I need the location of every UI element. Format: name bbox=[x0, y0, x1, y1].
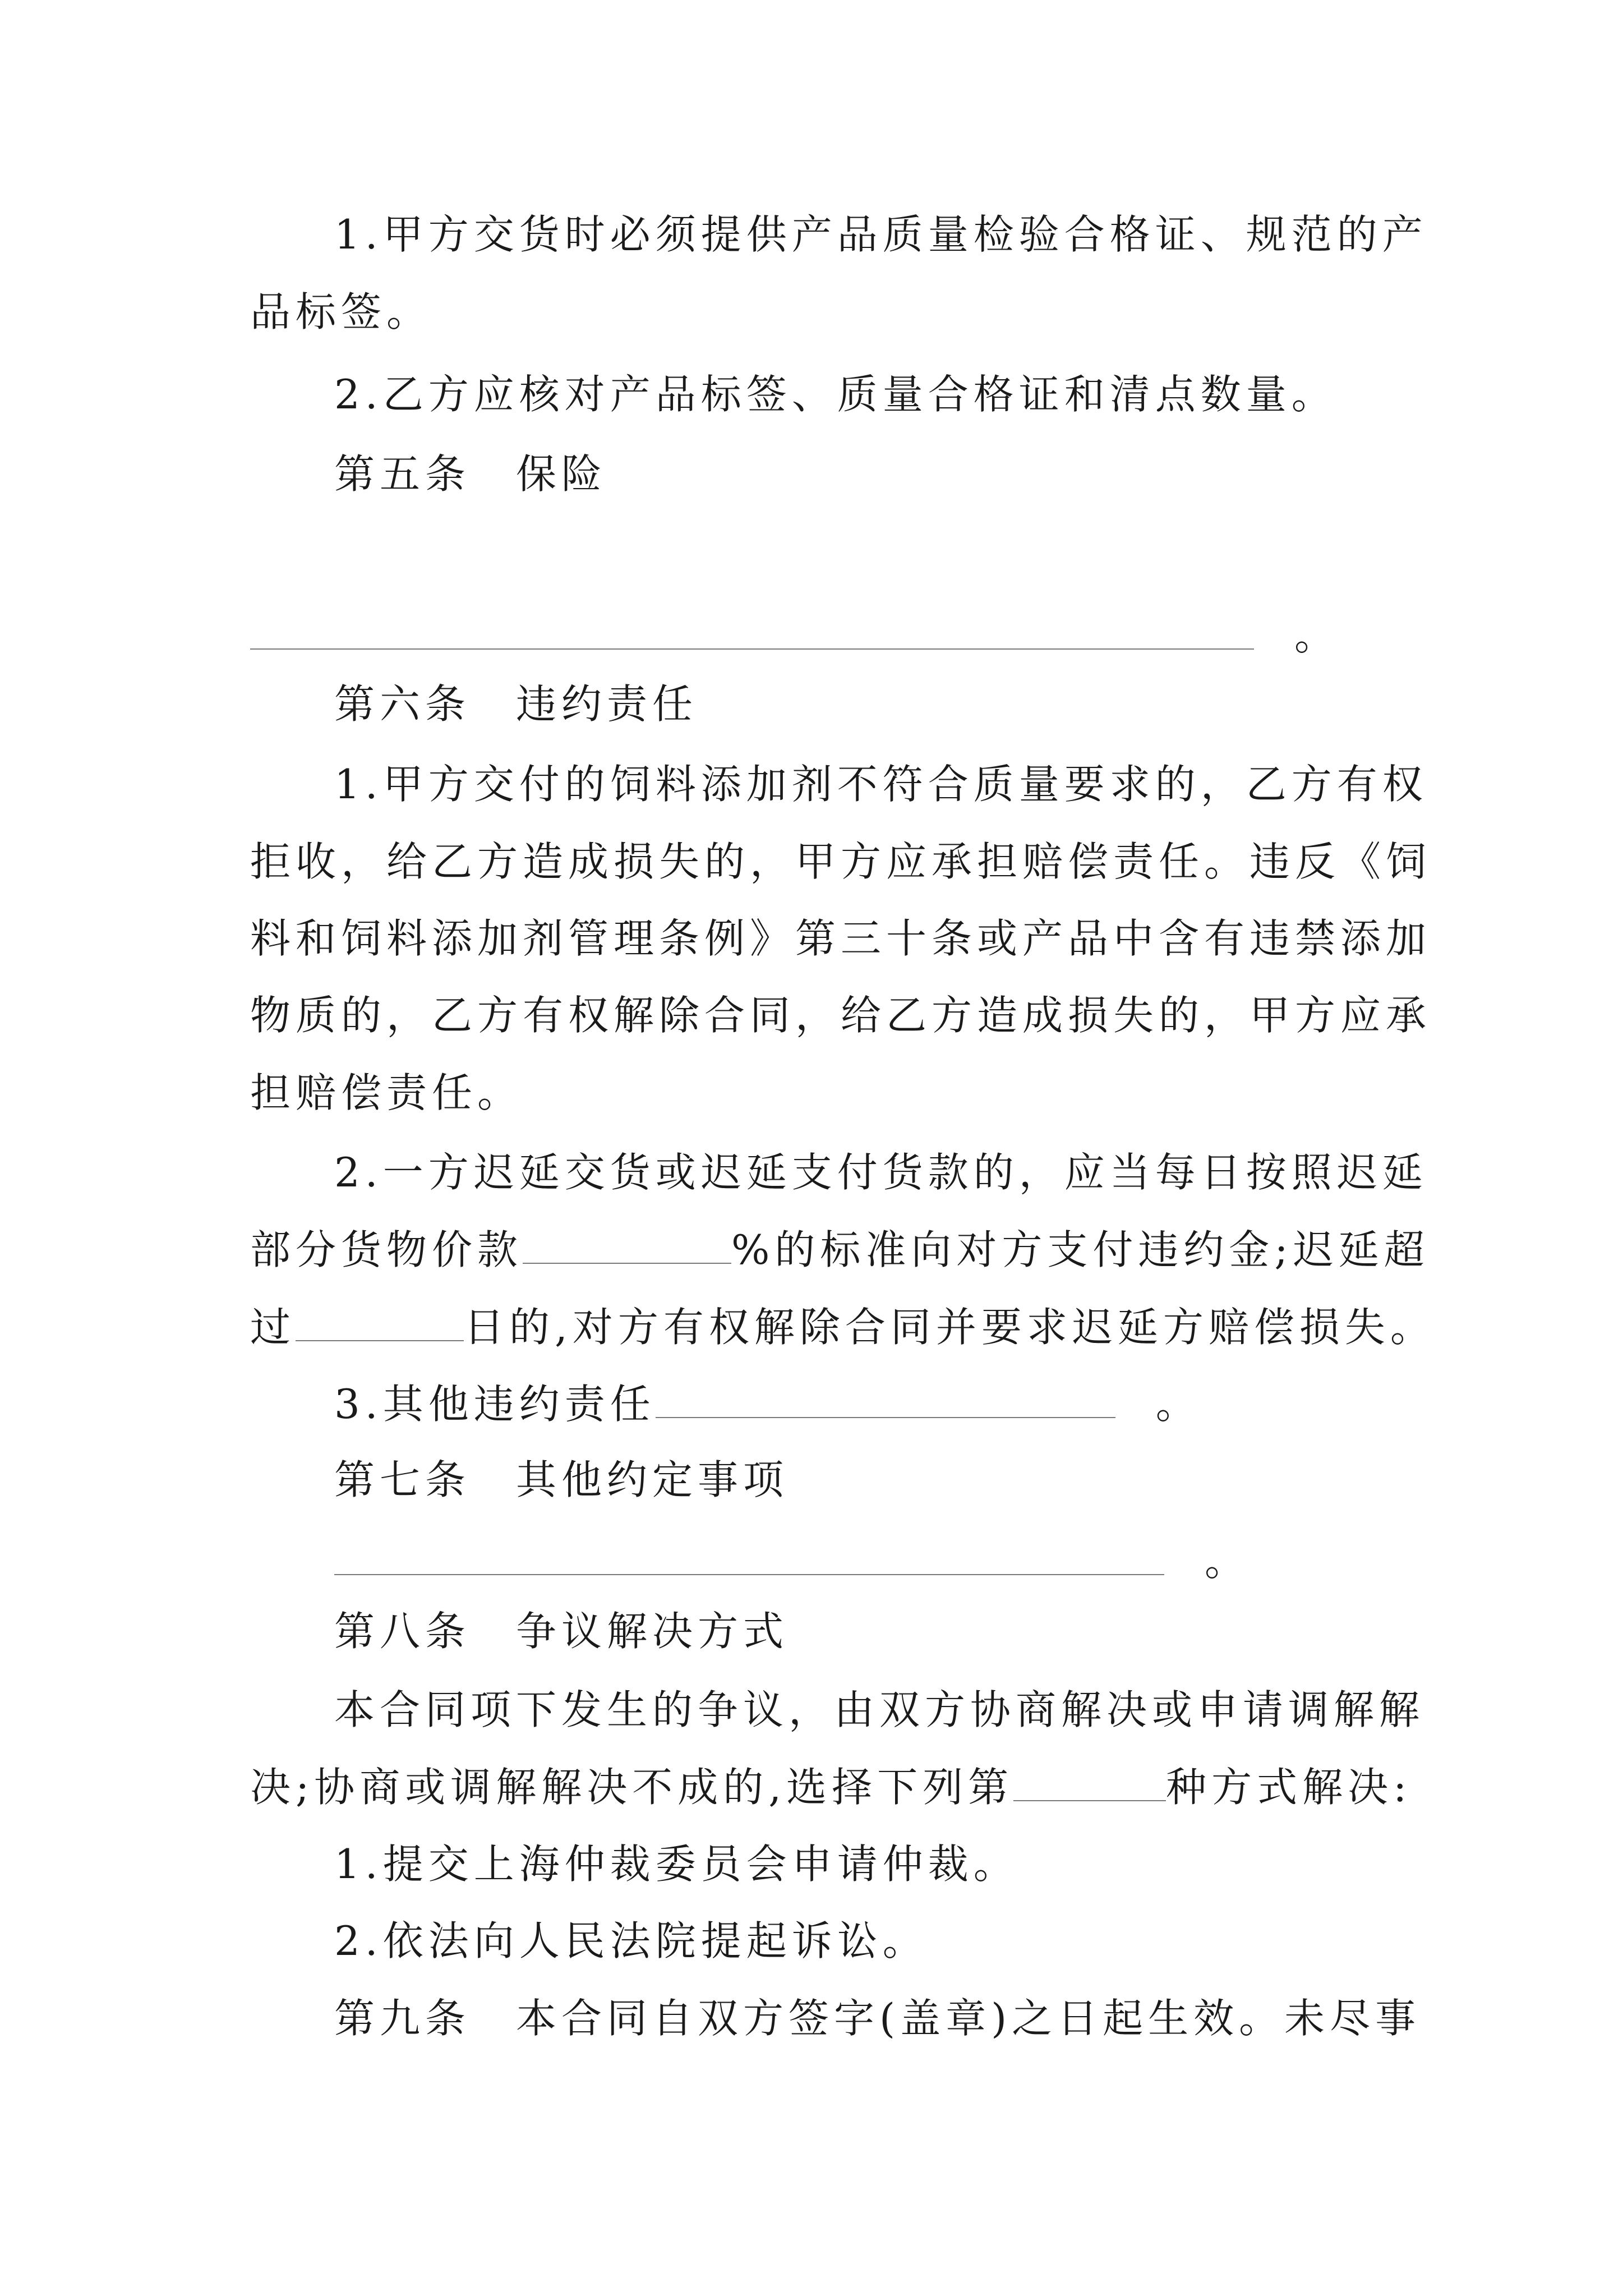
item6-2-line2 bbox=[250, 1223, 1430, 1277]
article6-heading: 第六条 违约责任 bbox=[334, 680, 698, 728]
item6-2-line2-text-a: 部分货物价款 bbox=[250, 1226, 523, 1273]
article7-fill-line bbox=[334, 1534, 1250, 1588]
item6-2-line3-text-a: 过 bbox=[250, 1304, 296, 1351]
article8-line1: 本合同项下发生的争议，由双方协商解决或申请调解解 bbox=[334, 1686, 1425, 1733]
period: 。 bbox=[1205, 1538, 1251, 1585]
item6-2-line2-text-b: %的标准向对方支付违约金;迟延超 bbox=[731, 1226, 1430, 1273]
item4-2: 2.乙方应核对产品标签、质量合格证和清点数量。 bbox=[334, 371, 1337, 418]
item6-1-line5: 担赔偿责任。 bbox=[250, 1069, 523, 1116]
article8-line2-text-a: 决;协商或调解解决不成的,选择下列第 bbox=[250, 1764, 1014, 1811]
article8-line2-text-b: 种方式解决: bbox=[1166, 1764, 1412, 1811]
item6-2-line3 bbox=[250, 1300, 1436, 1354]
fill-in-blank bbox=[334, 1538, 1164, 1575]
item6-1-line4: 物质的，乙方有权解除合同，给乙方造成损失的，甲方应承 bbox=[250, 992, 1432, 1039]
item4-1-line1: 1.甲方交货时必须提供产品质量检验合格证、规范的产 bbox=[334, 211, 1428, 258]
fill-in-blank bbox=[656, 1381, 1115, 1418]
fill-in-blank bbox=[296, 1304, 464, 1341]
article5-fill-line bbox=[250, 609, 1340, 662]
item6-2-line1: 2.一方迟延交货或迟延支付货款的，应当每日按照迟延 bbox=[334, 1149, 1428, 1196]
article8-option2: 2.依法向人民法院提起诉讼。 bbox=[334, 1917, 928, 1964]
item4-1-line2: 品标签。 bbox=[250, 288, 432, 335]
item6-1-line1: 1.甲方交付的饲料添加剂不符合质量要求的，乙方有权 bbox=[334, 761, 1428, 808]
fill-in-blank bbox=[523, 1227, 731, 1264]
period: 。 bbox=[1155, 1381, 1201, 1428]
article8-heading: 第八条 争议解决方式 bbox=[334, 1608, 789, 1655]
item6-1-line3: 料和饲料添加剂管理条例》第三十条或产品中含有违禁添加 bbox=[250, 915, 1432, 962]
article5-heading: 第五条 保险 bbox=[334, 450, 607, 498]
fill-in-blank bbox=[250, 613, 1254, 650]
article7-heading: 第七条 其他约定事项 bbox=[334, 1456, 789, 1503]
article9-line1: 第九条 本合同自双方签字(盖章)之日起生效。未尽事 bbox=[334, 1995, 1421, 2042]
article8-line2 bbox=[250, 1760, 1412, 1814]
article8-option1: 1.提交上海仲裁委员会申请仲裁。 bbox=[334, 1841, 1019, 1888]
item6-3 bbox=[334, 1377, 1201, 1431]
item6-3-text: 3.其他违约责任 bbox=[334, 1381, 656, 1428]
item6-1-line2: 拒收，给乙方造成损失的，甲方应承担赔偿责任。违反《饲 bbox=[250, 838, 1432, 885]
fill-in-blank bbox=[1013, 1764, 1166, 1801]
period: 。 bbox=[1294, 612, 1340, 659]
item6-2-line3-text-b: 日的,对方有权解除合同并要求迟延方赔偿损失。 bbox=[464, 1304, 1436, 1351]
